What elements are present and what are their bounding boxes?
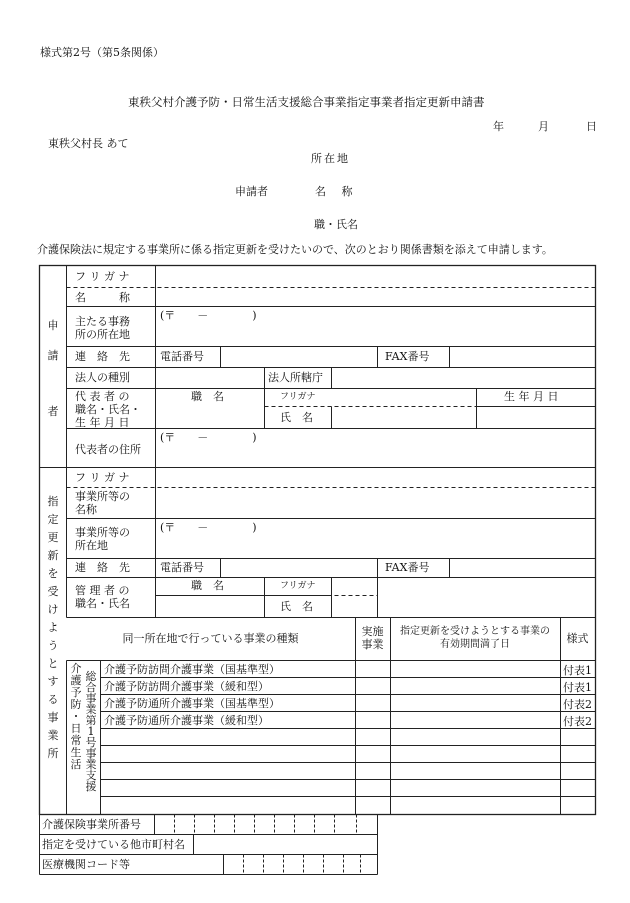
sec1-side-label: 申 請 者 bbox=[47, 319, 59, 418]
sec1-rep-address-label: 代表者の住所 bbox=[75, 443, 141, 456]
col-header-form: 様式 bbox=[566, 632, 589, 645]
page-title: 東秩父村介護予防・日常生活支援総合事業指定事業者指定更新申請書 bbox=[128, 95, 485, 109]
service-row-name: 介護予防通所介護事業（国基準型） bbox=[104, 697, 280, 710]
sec1-postal: (〒 － ) bbox=[160, 309, 257, 322]
sec1-person-name-label: 氏 名 bbox=[280, 411, 313, 424]
col-header-impl: 実施 事業 bbox=[361, 625, 384, 651]
service-row-name: 介護予防訪問介護事業（緩和型） bbox=[104, 680, 269, 693]
group-label-col2: 総 合 事 業 第 1 号 事 業 支 援 bbox=[85, 670, 97, 793]
sec2-job-title-label: 職 名 bbox=[191, 579, 224, 592]
applicant-location-label: 所在地 bbox=[311, 152, 350, 165]
applicant-label: 申請者 bbox=[235, 185, 268, 198]
statement: 介護保険法に規定する事業所に係る指定更新を受けたいので、次のとおり関係書類を添えて申請します。 bbox=[37, 243, 553, 256]
sec1-main-office-label: 主たる事務 所の所在地 bbox=[75, 315, 130, 341]
group-label-col1: 介 護 予 防 ・ 日 常 生 活 bbox=[70, 662, 82, 771]
sec1-rep-label: 代 表 者 の 職名・氏名・ 生 年 月 日 bbox=[75, 390, 141, 429]
applicant-position-label: 職・氏名 bbox=[314, 218, 358, 231]
date-month: 月 bbox=[538, 120, 549, 133]
other-municipality-label: 指定を受けている他市町村名 bbox=[42, 838, 185, 851]
service-row-name: 介護予防通所介護事業（緩和型） bbox=[104, 714, 269, 727]
service-row-form: 付表2 bbox=[563, 715, 592, 728]
sec2-manager-label: 管 理 者 の 職名・氏名 bbox=[75, 584, 130, 610]
sec1-furigana-label: フ リ ガ ナ bbox=[75, 270, 130, 283]
sec2-furigana-small: フリガナ bbox=[280, 581, 316, 591]
sec1-name-label: 名 称 bbox=[75, 291, 130, 304]
office-number-label: 介護保険事業所番号 bbox=[42, 818, 141, 831]
sec1-furigana-small: フリガナ bbox=[280, 392, 316, 402]
form-number: 様式第2号（第5条関係） bbox=[40, 46, 164, 59]
service-row-form: 付表1 bbox=[563, 681, 592, 694]
service-row-form: 付表1 bbox=[563, 664, 592, 677]
service-row-form: 付表2 bbox=[563, 698, 592, 711]
addressee: 東秩父村長 あて bbox=[48, 137, 129, 150]
applicant-name-label: 名 称 bbox=[315, 185, 359, 198]
sec2-contact-label: 連 絡 先 bbox=[75, 561, 130, 574]
sec1-birth-label: 生 年 月 日 bbox=[504, 390, 559, 403]
date-year: 年 bbox=[493, 120, 504, 133]
sec2-office-name-label: 事業所等の 名称 bbox=[75, 490, 130, 516]
sec2-postal: (〒 － ) bbox=[160, 521, 257, 534]
sec2-furigana-label: フ リ ガ ナ bbox=[75, 471, 130, 484]
medical-code-label: 医療機関コード等 bbox=[42, 858, 130, 871]
sec1-fax-label: FAX番号 bbox=[385, 350, 430, 363]
date-day: 日 bbox=[586, 120, 597, 133]
sec2-office-loc-label: 事業所等の 所在地 bbox=[75, 526, 130, 552]
sec1-phone-label: 電話番号 bbox=[160, 350, 204, 363]
sec2-person-name-label: 氏 名 bbox=[280, 600, 313, 613]
sec1-rep-postal: (〒 － ) bbox=[160, 431, 257, 444]
sec1-corp-type-label: 法人の種別 bbox=[75, 371, 130, 384]
sec2-side-label: 指 定 更 新 を 受 け よ う と す る 事 業 所 bbox=[47, 495, 59, 760]
sec2-fax-label: FAX番号 bbox=[385, 561, 430, 574]
sec1-corp-authority-label: 法人所轄庁 bbox=[268, 371, 323, 384]
sec1-job-title-label: 職 名 bbox=[191, 390, 224, 403]
col-header-period: 指定更新を受けようとする事業の 有効期間満了日 bbox=[400, 626, 550, 650]
sec2-phone-label: 電話番号 bbox=[160, 561, 204, 574]
col-header-type: 同一所在地で行っている事業の種類 bbox=[122, 632, 299, 645]
sec1-contact-label: 連 絡 先 bbox=[75, 350, 130, 363]
service-row-name: 介護予防訪問介護事業（国基準型） bbox=[104, 663, 280, 676]
